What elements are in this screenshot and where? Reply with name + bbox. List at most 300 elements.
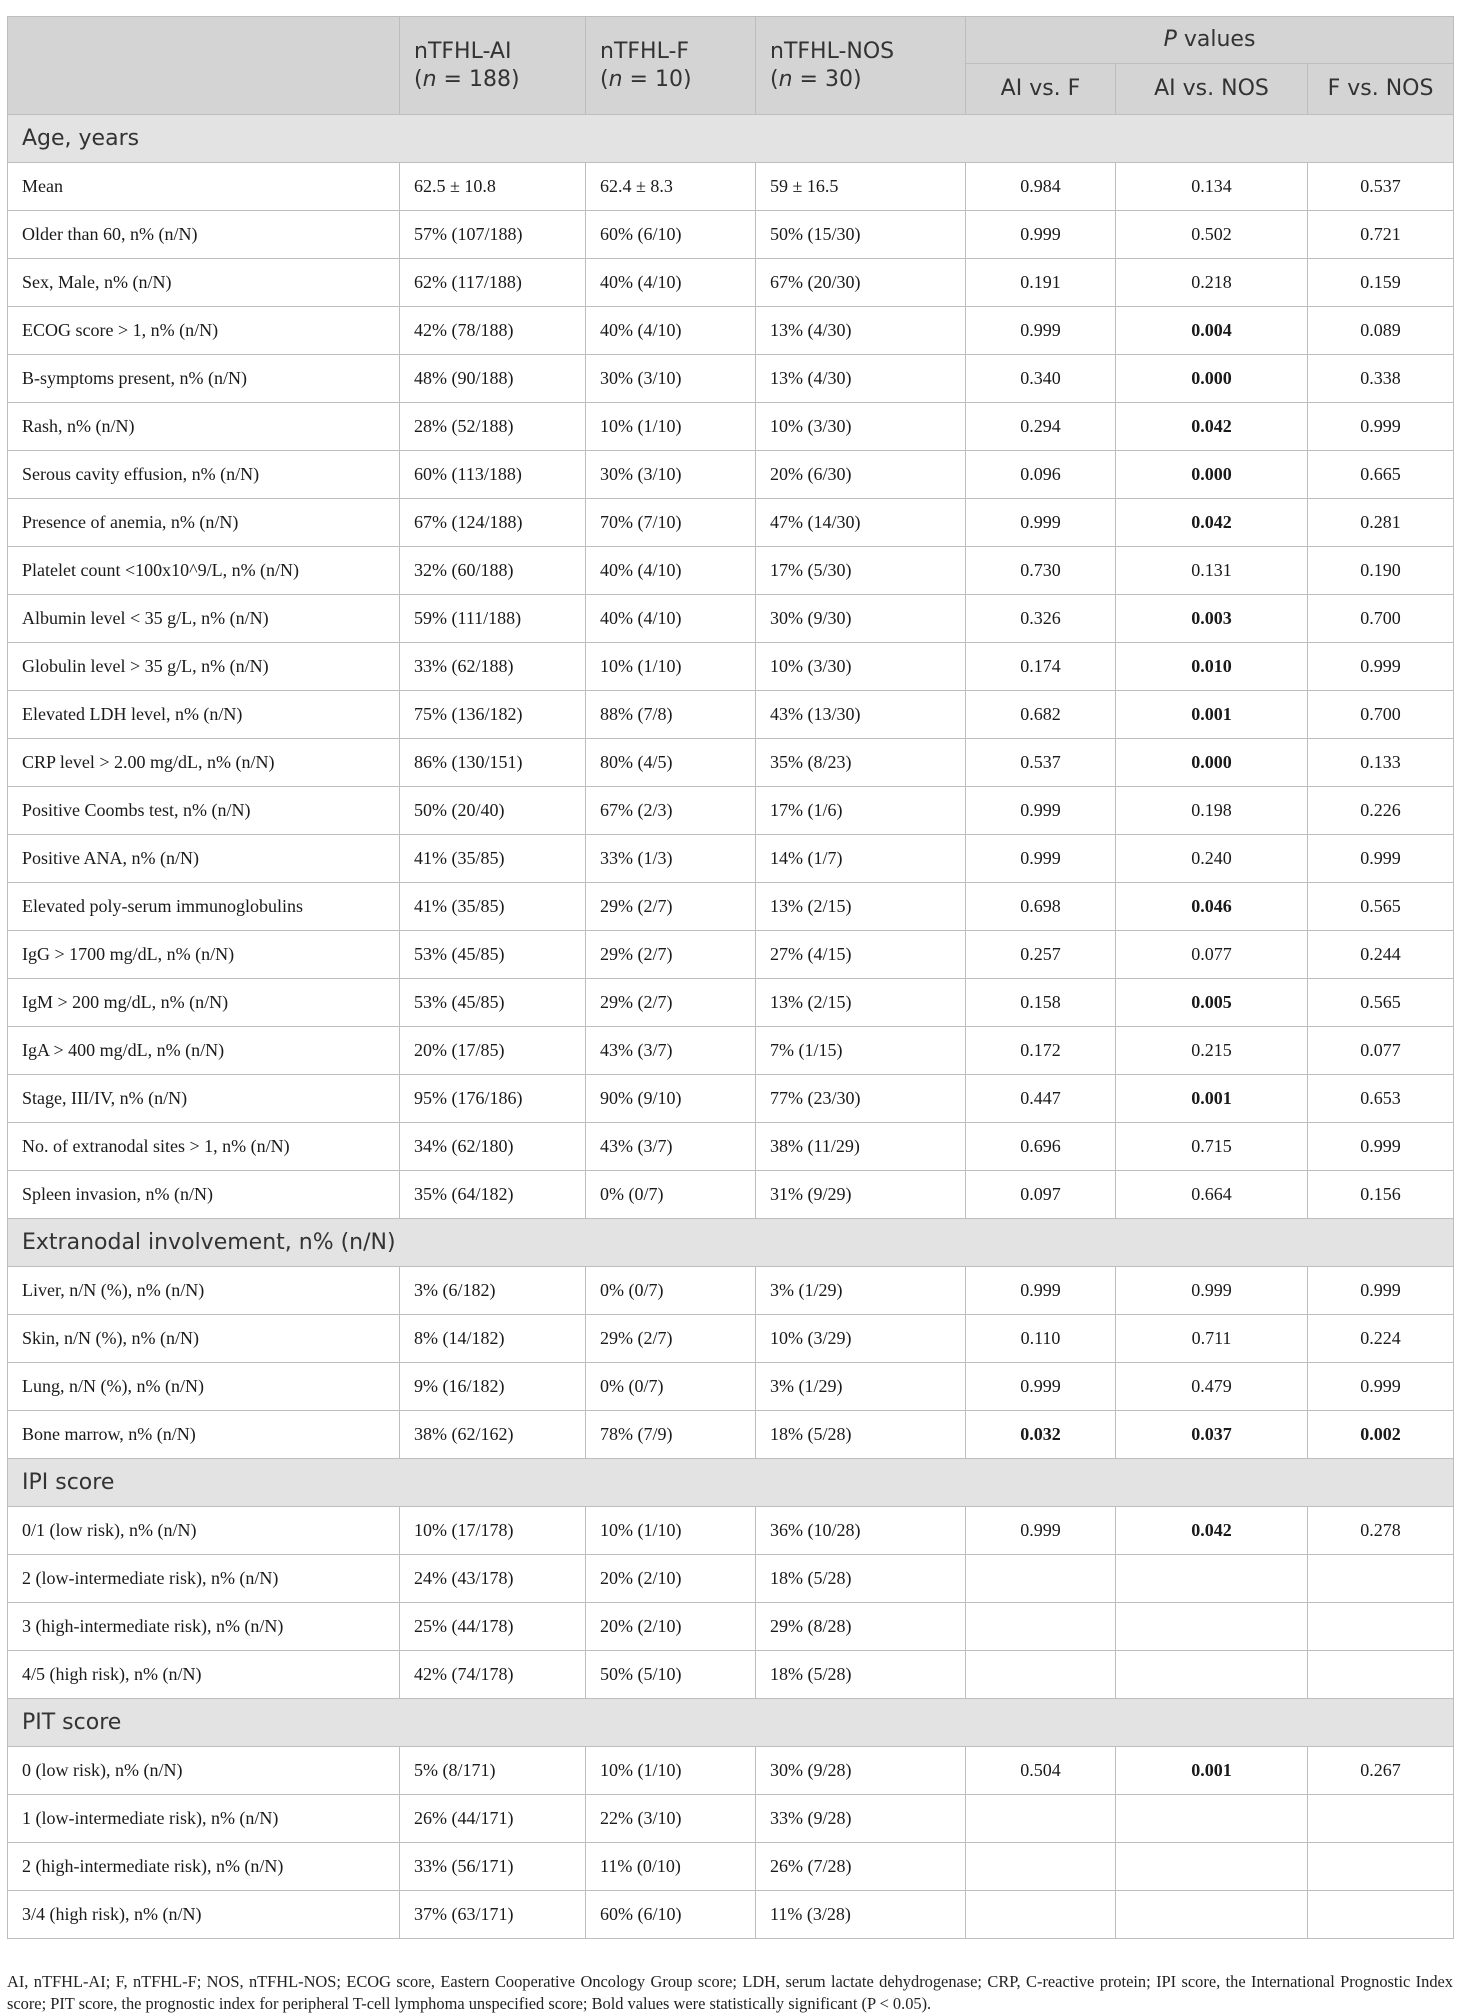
row-label: IgA > 400 mg/dL, n% (n/N): [8, 1027, 400, 1075]
group-value-cell: 0% (0/7): [586, 1363, 756, 1411]
p-value-cell: 0.730: [966, 547, 1116, 595]
table-row: [8, 1891, 1454, 1939]
group-value-cell: 53% (45/85): [400, 931, 586, 979]
group-value-cell: 18% (5/28): [756, 1411, 966, 1459]
table-row: [8, 595, 1454, 643]
p-value-cell: 0.156: [1308, 1171, 1454, 1219]
group-value-cell: 60% (6/10): [586, 1891, 756, 1939]
group-value-cell: 57% (107/188): [400, 211, 586, 259]
p-value-cell: 0.001: [1116, 691, 1308, 739]
group-value-cell: 26% (7/28): [756, 1843, 966, 1891]
group-value-cell: 10% (17/178): [400, 1507, 586, 1555]
p-value-cell: 0.340: [966, 355, 1116, 403]
group-value-cell: 9% (16/182): [400, 1363, 586, 1411]
p-value-cell: 0.999: [966, 1363, 1116, 1411]
p-value-cell: 0.999: [966, 499, 1116, 547]
group-value-cell: 18% (5/28): [756, 1651, 966, 1699]
group-value-cell: 10% (1/10): [586, 403, 756, 451]
p-value-cell: [1308, 1795, 1454, 1843]
p-value-cell: [1308, 1555, 1454, 1603]
group-value-cell: 90% (9/10): [586, 1075, 756, 1123]
group-value-cell: 10% (1/10): [586, 1507, 756, 1555]
group-value-cell: 40% (4/10): [586, 595, 756, 643]
section-title: Extranodal involvement, n% (n/N): [8, 1219, 1454, 1267]
p-value-cell: 0.042: [1116, 499, 1308, 547]
group-value-cell: 88% (7/8): [586, 691, 756, 739]
group-value-cell: 13% (2/15): [756, 979, 966, 1027]
section-title: Age, years: [8, 115, 1454, 163]
p-value-cell: 0.004: [1116, 307, 1308, 355]
row-label: No. of extranodal sites > 1, n% (n/N): [8, 1123, 400, 1171]
group-value-cell: 95% (176/186): [400, 1075, 586, 1123]
group-value-cell: 36% (10/28): [756, 1507, 966, 1555]
comparison-header-ai-nos: AI vs. NOS: [1116, 64, 1308, 115]
section-header-row: [8, 115, 1454, 163]
table-header: [8, 17, 1454, 115]
p-value-cell: [1116, 1555, 1308, 1603]
group-name: nTFHL-NOS: [770, 38, 895, 64]
group-header-ai: nTFHL-AI (n = 188): [400, 17, 586, 115]
p-value-cell: 0.999: [966, 787, 1116, 835]
p-value-cell: 0.218: [1116, 259, 1308, 307]
group-value-cell: 86% (130/151): [400, 739, 586, 787]
table-row: [8, 739, 1454, 787]
p-value-cell: 0.131: [1116, 547, 1308, 595]
table-row: [8, 1075, 1454, 1123]
row-label: 4/5 (high risk), n% (n/N): [8, 1651, 400, 1699]
p-value-cell: 0.215: [1116, 1027, 1308, 1075]
section-header-row: [8, 1459, 1454, 1507]
table-row: [8, 1795, 1454, 1843]
group-value-cell: 62% (117/188): [400, 259, 586, 307]
p-value-cell: 0.700: [1308, 595, 1454, 643]
group-value-cell: 0% (0/7): [586, 1267, 756, 1315]
p-value-cell: 0.191: [966, 259, 1116, 307]
n-value: = 10): [622, 66, 692, 92]
p-value-cell: 0.711: [1116, 1315, 1308, 1363]
group-value-cell: 33% (9/28): [756, 1795, 966, 1843]
row-label: Presence of anemia, n% (n/N): [8, 499, 400, 547]
p-value-cell: 0.110: [966, 1315, 1116, 1363]
p-value-cell: 0.999: [966, 211, 1116, 259]
p-value-cell: [1116, 1843, 1308, 1891]
p-value-cell: 0.257: [966, 931, 1116, 979]
p-value-cell: 0.698: [966, 883, 1116, 931]
table-row: [8, 163, 1454, 211]
pvalues-text: values: [1176, 27, 1256, 52]
group-value-cell: 33% (1/3): [586, 835, 756, 883]
row-label: Skin, n/N (%), n% (n/N): [8, 1315, 400, 1363]
p-value-cell: 0.190: [1308, 547, 1454, 595]
group-header-f: nTFHL-F (n = 10): [586, 17, 756, 115]
group-value-cell: 78% (7/9): [586, 1411, 756, 1459]
row-label: Liver, n/N (%), n% (n/N): [8, 1267, 400, 1315]
row-label: Rash, n% (n/N): [8, 403, 400, 451]
p-value-cell: 0.565: [1308, 979, 1454, 1027]
p-value-cell: 0.999: [966, 835, 1116, 883]
table-row: [8, 1171, 1454, 1219]
header-label-cell: [8, 17, 400, 115]
p-value-cell: 0.999: [1308, 403, 1454, 451]
group-value-cell: 10% (1/10): [586, 643, 756, 691]
p-value-cell: 0.096: [966, 451, 1116, 499]
row-label: CRP level > 2.00 mg/dL, n% (n/N): [8, 739, 400, 787]
n-value: = 30): [792, 66, 862, 92]
p-value-cell: 0.999: [1308, 835, 1454, 883]
row-label: Serous cavity effusion, n% (n/N): [8, 451, 400, 499]
p-value-cell: 0.537: [966, 739, 1116, 787]
group-value-cell: 67% (124/188): [400, 499, 586, 547]
n-symbol: n: [778, 66, 793, 92]
group-value-cell: 26% (44/171): [400, 1795, 586, 1843]
row-label: 3 (high-intermediate risk), n% (n/N): [8, 1603, 400, 1651]
group-value-cell: 10% (3/29): [756, 1315, 966, 1363]
group-value-cell: 30% (3/10): [586, 355, 756, 403]
table-row: [8, 451, 1454, 499]
p-value-cell: 0.664: [1116, 1171, 1308, 1219]
p-value-cell: 0.042: [1116, 1507, 1308, 1555]
p-value-cell: [966, 1891, 1116, 1939]
characteristics-table: [7, 16, 1454, 1939]
p-value-cell: 0.158: [966, 979, 1116, 1027]
p-value-cell: 0.502: [1116, 211, 1308, 259]
p-value-cell: 0.984: [966, 163, 1116, 211]
row-label: Positive ANA, n% (n/N): [8, 835, 400, 883]
table-row: [8, 691, 1454, 739]
section-header-row: [8, 1699, 1454, 1747]
p-value-cell: [1116, 1891, 1308, 1939]
p-value-cell: 0.682: [966, 691, 1116, 739]
p-value-cell: 0.042: [1116, 403, 1308, 451]
p-value-cell: 0.294: [966, 403, 1116, 451]
group-value-cell: 3% (1/29): [756, 1363, 966, 1411]
group-value-cell: 13% (4/30): [756, 355, 966, 403]
group-value-cell: 53% (45/85): [400, 979, 586, 1027]
row-label: Elevated LDH level, n% (n/N): [8, 691, 400, 739]
table-row: [8, 1363, 1454, 1411]
p-value-cell: [966, 1843, 1116, 1891]
group-header-nos: nTFHL-NOS (n = 30): [756, 17, 966, 115]
table-row: [8, 547, 1454, 595]
table-row: [8, 1027, 1454, 1075]
group-value-cell: 17% (5/30): [756, 547, 966, 595]
group-value-cell: 67% (20/30): [756, 259, 966, 307]
group-value-cell: 20% (2/10): [586, 1555, 756, 1603]
group-value-cell: 62.4 ± 8.3: [586, 163, 756, 211]
group-value-cell: 29% (2/7): [586, 979, 756, 1027]
group-value-cell: 59 ± 16.5: [756, 163, 966, 211]
group-value-cell: 80% (4/5): [586, 739, 756, 787]
p-value-cell: 0.077: [1116, 931, 1308, 979]
p-value-cell: 0.005: [1116, 979, 1308, 1027]
group-value-cell: 20% (2/10): [586, 1603, 756, 1651]
group-value-cell: 50% (5/10): [586, 1651, 756, 1699]
group-value-cell: 17% (1/6): [756, 787, 966, 835]
group-value-cell: 43% (3/7): [586, 1027, 756, 1075]
group-value-cell: 3% (6/182): [400, 1267, 586, 1315]
p-value-cell: 0.010: [1116, 643, 1308, 691]
p-value-cell: 0.226: [1308, 787, 1454, 835]
table-row: [8, 1843, 1454, 1891]
row-label: Older than 60, n% (n/N): [8, 211, 400, 259]
row-label: Mean: [8, 163, 400, 211]
table-row: [8, 307, 1454, 355]
p-value-cell: 0.700: [1308, 691, 1454, 739]
p-value-cell: 0.159: [1308, 259, 1454, 307]
p-value-cell: [1308, 1891, 1454, 1939]
n-symbol: n: [422, 66, 437, 92]
p-value-cell: [966, 1795, 1116, 1843]
p-value-cell: 0.046: [1116, 883, 1308, 931]
group-value-cell: 22% (3/10): [586, 1795, 756, 1843]
group-value-cell: 42% (74/178): [400, 1651, 586, 1699]
group-value-cell: 20% (6/30): [756, 451, 966, 499]
group-value-cell: 31% (9/29): [756, 1171, 966, 1219]
table-row: [8, 1603, 1454, 1651]
table-row: [8, 1315, 1454, 1363]
group-value-cell: 24% (43/178): [400, 1555, 586, 1603]
table-row: [8, 1651, 1454, 1699]
p-value-cell: 0.715: [1116, 1123, 1308, 1171]
comparison-header-ai-f: AI vs. F: [966, 64, 1116, 115]
row-label: Sex, Male, n% (n/N): [8, 259, 400, 307]
row-label: 3/4 (high risk), n% (n/N): [8, 1891, 400, 1939]
group-value-cell: 30% (9/28): [756, 1747, 966, 1795]
group-value-cell: 62.5 ± 10.8: [400, 163, 586, 211]
row-label: ECOG score > 1, n% (n/N): [8, 307, 400, 355]
p-value-cell: 0.134: [1116, 163, 1308, 211]
group-value-cell: 25% (44/178): [400, 1603, 586, 1651]
group-value-cell: 29% (2/7): [586, 1315, 756, 1363]
p-value-cell: 0.565: [1308, 883, 1454, 931]
p-value-cell: 0.224: [1308, 1315, 1454, 1363]
p-value-cell: 0.999: [966, 1507, 1116, 1555]
p-value-cell: 0.000: [1116, 739, 1308, 787]
table-row: [8, 979, 1454, 1027]
group-value-cell: 29% (2/7): [586, 883, 756, 931]
p-value-cell: 0.721: [1308, 211, 1454, 259]
group-value-cell: 10% (3/30): [756, 643, 966, 691]
p-value-cell: [966, 1651, 1116, 1699]
group-value-cell: 11% (3/28): [756, 1891, 966, 1939]
p-value-cell: [1308, 1843, 1454, 1891]
table-row: [8, 835, 1454, 883]
group-value-cell: 41% (35/85): [400, 835, 586, 883]
table-row: [8, 259, 1454, 307]
p-value-cell: 0.240: [1116, 835, 1308, 883]
group-value-cell: 13% (4/30): [756, 307, 966, 355]
p-value-cell: 0.037: [1116, 1411, 1308, 1459]
group-name: nTFHL-F: [600, 38, 690, 64]
p-value-cell: 0.000: [1116, 451, 1308, 499]
table-row: [8, 1123, 1454, 1171]
group-value-cell: 59% (111/188): [400, 595, 586, 643]
p-value-cell: 0.002: [1308, 1411, 1454, 1459]
pvalues-header: [966, 17, 1454, 64]
group-value-cell: 42% (78/188): [400, 307, 586, 355]
p-value-cell: [966, 1603, 1116, 1651]
p-value-cell: 0.999: [1308, 1123, 1454, 1171]
group-name: nTFHL-AI: [414, 38, 512, 64]
p-value-cell: 0.244: [1308, 931, 1454, 979]
table-row: [8, 211, 1454, 259]
row-label: B-symptoms present, n% (n/N): [8, 355, 400, 403]
p-value-cell: 0.999: [966, 1267, 1116, 1315]
table-footnote: AI, nTFHL-AI; F, nTFHL-F; NOS, nTFHL-NOS; ECOG score, Eastern Cooperative Oncology Group score; LDH, serum lactate dehydrogenase; CRP, C-reactive protein; IPI score, the International Prognostic Index score; PIT score, the prognostic index for peripheral T-cell lymphoma unspecified score; Bold values were statistically significant (P < 0.05).: [7, 1972, 1453, 2013]
p-value-cell: 0.133: [1308, 739, 1454, 787]
group-value-cell: 50% (15/30): [756, 211, 966, 259]
p-value-cell: 0.281: [1308, 499, 1454, 547]
table-row: [8, 1555, 1454, 1603]
table-row: [8, 1411, 1454, 1459]
row-label: 2 (high-intermediate risk), n% (n/N): [8, 1843, 400, 1891]
p-value-cell: 0.089: [1308, 307, 1454, 355]
table-row: [8, 643, 1454, 691]
p-value-cell: 0.999: [966, 307, 1116, 355]
row-label: Stage, III/IV, n% (n/N): [8, 1075, 400, 1123]
group-value-cell: 77% (23/30): [756, 1075, 966, 1123]
group-value-cell: 41% (35/85): [400, 883, 586, 931]
group-value-cell: 40% (4/10): [586, 259, 756, 307]
row-label: 1 (low-intermediate risk), n% (n/N): [8, 1795, 400, 1843]
table-row: [8, 883, 1454, 931]
row-label: Positive Coombs test, n% (n/N): [8, 787, 400, 835]
group-value-cell: 38% (11/29): [756, 1123, 966, 1171]
group-value-cell: 8% (14/182): [400, 1315, 586, 1363]
row-label: Lung, n/N (%), n% (n/N): [8, 1363, 400, 1411]
p-value-cell: 0.267: [1308, 1747, 1454, 1795]
n-symbol: n: [608, 66, 623, 92]
group-value-cell: 60% (113/188): [400, 451, 586, 499]
group-value-cell: 7% (1/15): [756, 1027, 966, 1075]
group-value-cell: 50% (20/40): [400, 787, 586, 835]
row-label: Platelet count <100x10^9/L, n% (n/N): [8, 547, 400, 595]
p-value-cell: 0.447: [966, 1075, 1116, 1123]
group-value-cell: 10% (3/30): [756, 403, 966, 451]
p-value-cell: 0.479: [1116, 1363, 1308, 1411]
p-value-cell: 0.001: [1116, 1075, 1308, 1123]
section-title: IPI score: [8, 1459, 1454, 1507]
p-value-cell: 0.174: [966, 643, 1116, 691]
group-value-cell: 32% (60/188): [400, 547, 586, 595]
p-value-cell: 0.999: [1308, 1267, 1454, 1315]
p-value-cell: [1116, 1795, 1308, 1843]
group-value-cell: 13% (2/15): [756, 883, 966, 931]
group-value-cell: 37% (63/171): [400, 1891, 586, 1939]
p-value-cell: 0.999: [1308, 1363, 1454, 1411]
p-value-cell: 0.000: [1116, 355, 1308, 403]
group-value-cell: 10% (1/10): [586, 1747, 756, 1795]
group-value-cell: 40% (4/10): [586, 307, 756, 355]
table-row: [8, 1267, 1454, 1315]
p-value-cell: 0.032: [966, 1411, 1116, 1459]
row-label: IgG > 1700 mg/dL, n% (n/N): [8, 931, 400, 979]
p-value-cell: 0.172: [966, 1027, 1116, 1075]
group-value-cell: 70% (7/10): [586, 499, 756, 547]
p-value-cell: 0.653: [1308, 1075, 1454, 1123]
p-value-cell: 0.999: [1116, 1267, 1308, 1315]
group-value-cell: 60% (6/10): [586, 211, 756, 259]
p-value-cell: 0.077: [1308, 1027, 1454, 1075]
p-value-cell: 0.696: [966, 1123, 1116, 1171]
group-value-cell: 18% (5/28): [756, 1555, 966, 1603]
p-value-cell: 0.001: [1116, 1747, 1308, 1795]
group-value-cell: 38% (62/162): [400, 1411, 586, 1459]
group-value-cell: 33% (62/188): [400, 643, 586, 691]
table-row: [8, 355, 1454, 403]
table-row: [8, 499, 1454, 547]
table-row: [8, 1507, 1454, 1555]
table-row: [8, 787, 1454, 835]
row-label: 0/1 (low risk), n% (n/N): [8, 1507, 400, 1555]
p-value-cell: 0.326: [966, 595, 1116, 643]
group-value-cell: 0% (0/7): [586, 1171, 756, 1219]
p-symbol: P: [1163, 27, 1177, 52]
row-label: Spleen invasion, n% (n/N): [8, 1171, 400, 1219]
p-value-cell: 0.537: [1308, 163, 1454, 211]
group-value-cell: 5% (8/171): [400, 1747, 586, 1795]
p-value-cell: 0.278: [1308, 1507, 1454, 1555]
row-label: IgM > 200 mg/dL, n% (n/N): [8, 979, 400, 1027]
p-value-cell: 0.999: [1308, 643, 1454, 691]
group-value-cell: 35% (8/23): [756, 739, 966, 787]
p-value-cell: 0.338: [1308, 355, 1454, 403]
comparison-header-f-nos: F vs. NOS: [1308, 64, 1454, 115]
p-value-cell: [1116, 1651, 1308, 1699]
section-title: PIT score: [8, 1699, 1454, 1747]
row-label: 0 (low risk), n% (n/N): [8, 1747, 400, 1795]
group-value-cell: 33% (56/171): [400, 1843, 586, 1891]
group-value-cell: 47% (14/30): [756, 499, 966, 547]
row-label: Bone marrow, n% (n/N): [8, 1411, 400, 1459]
group-value-cell: 20% (17/85): [400, 1027, 586, 1075]
row-label: Albumin level < 35 g/L, n% (n/N): [8, 595, 400, 643]
group-value-cell: 40% (4/10): [586, 547, 756, 595]
group-value-cell: 34% (62/180): [400, 1123, 586, 1171]
group-value-cell: 3% (1/29): [756, 1267, 966, 1315]
group-value-cell: 30% (3/10): [586, 451, 756, 499]
p-value-cell: [1308, 1603, 1454, 1651]
table-row: [8, 1747, 1454, 1795]
group-value-cell: 28% (52/188): [400, 403, 586, 451]
p-value-cell: [1116, 1603, 1308, 1651]
group-value-cell: 43% (3/7): [586, 1123, 756, 1171]
group-value-cell: 14% (1/7): [756, 835, 966, 883]
table-row: [8, 931, 1454, 979]
group-value-cell: 43% (13/30): [756, 691, 966, 739]
group-value-cell: 29% (8/28): [756, 1603, 966, 1651]
row-label: Elevated poly-serum immunoglobulins: [8, 883, 400, 931]
p-value-cell: [966, 1555, 1116, 1603]
row-label: 2 (low-intermediate risk), n% (n/N): [8, 1555, 400, 1603]
row-label: Globulin level > 35 g/L, n% (n/N): [8, 643, 400, 691]
p-value-cell: 0.198: [1116, 787, 1308, 835]
group-value-cell: 29% (2/7): [586, 931, 756, 979]
group-value-cell: 75% (136/182): [400, 691, 586, 739]
group-value-cell: 11% (0/10): [586, 1843, 756, 1891]
p-value-cell: 0.003: [1116, 595, 1308, 643]
section-header-row: [8, 1219, 1454, 1267]
table-body: [8, 115, 1454, 1939]
p-value-cell: [1308, 1651, 1454, 1699]
group-value-cell: 48% (90/188): [400, 355, 586, 403]
group-value-cell: 27% (4/15): [756, 931, 966, 979]
p-value-cell: 0.097: [966, 1171, 1116, 1219]
table-row: [8, 403, 1454, 451]
p-value-cell: 0.504: [966, 1747, 1116, 1795]
n-value: = 188): [436, 66, 520, 92]
group-value-cell: 35% (64/182): [400, 1171, 586, 1219]
